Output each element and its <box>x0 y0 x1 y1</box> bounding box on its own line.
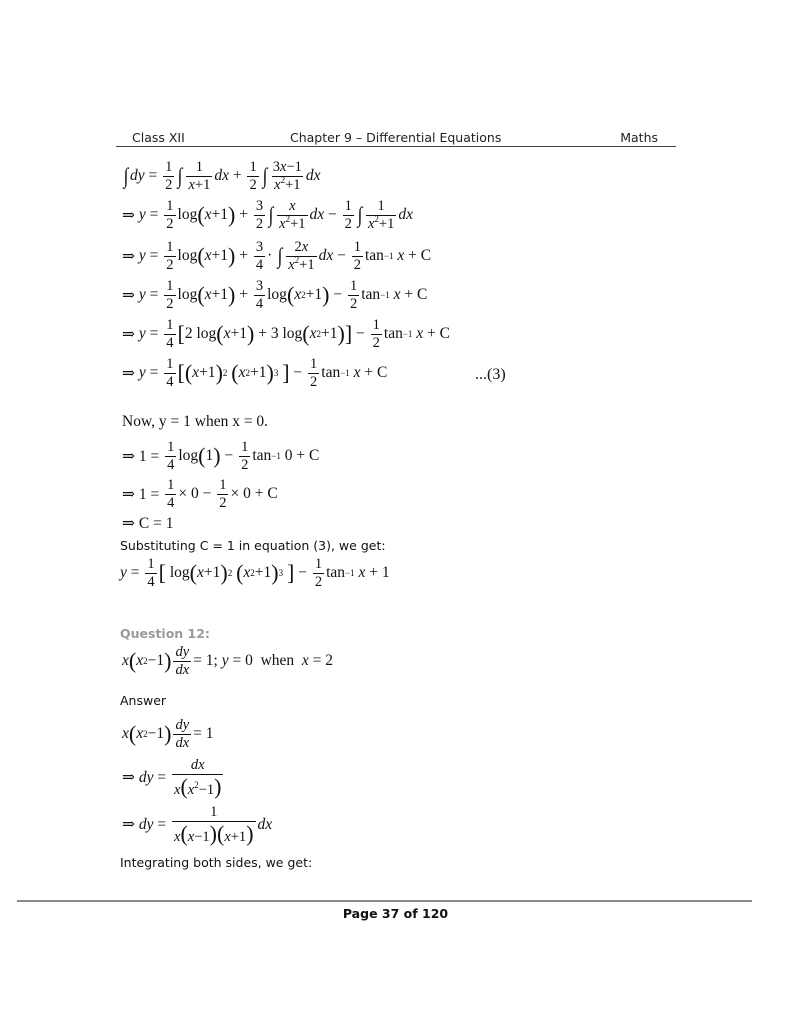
equation-6: ⇒ y = $\frac{1}{4}$ [ ( x +1 ) 2 ( x 2 +1 ) 3 ] − $\frac{1}{2}$ tan −1 x + C <box>122 356 388 390</box>
substituting-text: Substituting C = 1 in equation (3), we get: <box>120 538 386 553</box>
header-divider <box>116 146 676 147</box>
header-subject: Maths <box>620 130 658 145</box>
integrating-text: Integrating both sides, we get: <box>120 855 313 870</box>
equation-number: ...(3) <box>475 366 506 383</box>
equation-1: ∫ dy = $\frac{1}{2}$ ∫ $\frac{1}{x+1}$ dx + $\frac{1}{2}$ ∫ $\frac{3x-1}{x^2+1}$ dx <box>123 159 321 193</box>
equation-7: ⇒ 1 = $\frac{1}{4}$ log ( 1 ) − $\frac{1}{2}$ tan −1 0 + C <box>122 439 320 473</box>
equation-4: ⇒ y = $\frac{1}{2}$ log ( x +1 ) + $\frac{3}{4}$ log ( x 2 +1 ) − $\frac{1}{2}$ tan −1 x + C <box>122 278 428 312</box>
page-number: Page 37 of 120 <box>342 906 449 921</box>
question-heading: Question 12: <box>120 626 210 641</box>
answer-step-2: ⇒ dy = $\frac{dx}{x(x^2-1)}$ <box>122 757 222 799</box>
equation-8: ⇒ 1 = $\frac{1}{4}$ × 0 − $\frac{1}{2}$ × 0 + C <box>122 477 278 511</box>
header-chapter: Chapter 9 – Differential Equations <box>290 130 502 145</box>
answer-step-3: ⇒ dy = $\frac{1}{x(x-1)(x+1)}$ dx <box>122 804 273 846</box>
header-class: Class XII <box>132 130 185 145</box>
answer-label: Answer <box>120 693 167 708</box>
initial-condition: Now, y = 1 when x = 0. <box>122 413 269 430</box>
equation-3: ⇒ y = $\frac{1}{2}$ log ( x +1 ) + $\frac{3}{4}$ · ∫ $\frac{2x}{x^2+1}$ dx − $\frac{1}{2}$ tan −1 x + C <box>122 239 432 273</box>
equation-2: ⇒ y = $\frac{1}{2}$ log ( x +1 ) + $\frac{3}{2}$ ∫ $\frac{x}{x^2+1}$ dx − $\frac{1}{2}$ ∫ $\frac{1}{x^2+1}$ dx <box>122 198 413 232</box>
equation-9: ⇒ C = 1 <box>122 515 174 532</box>
equation-5: ⇒ y = $\frac{1}{4}$ [ 2 log ( x +1 ) + 3 log ( x 2 +1 ) ] − $\frac{1}{2}$ tan −1 x + C <box>122 317 451 351</box>
footer-divider <box>17 900 752 902</box>
page-header <box>116 128 676 146</box>
answer-step-1: x ( x 2 −1 ) $\frac{dy}{dx}$ = 1 <box>122 717 214 751</box>
final-solution: y = $\frac{1}{4}$ [ log ( x +1 ) 2 ( x 2 +1 ) 3 ] − $\frac{1}{2}$ tan −1 x + 1 <box>120 556 390 590</box>
question-statement: x ( x 2 −1 ) $\frac{dy}{dx}$ = 1; y = 0 when x = 2 <box>122 644 334 678</box>
